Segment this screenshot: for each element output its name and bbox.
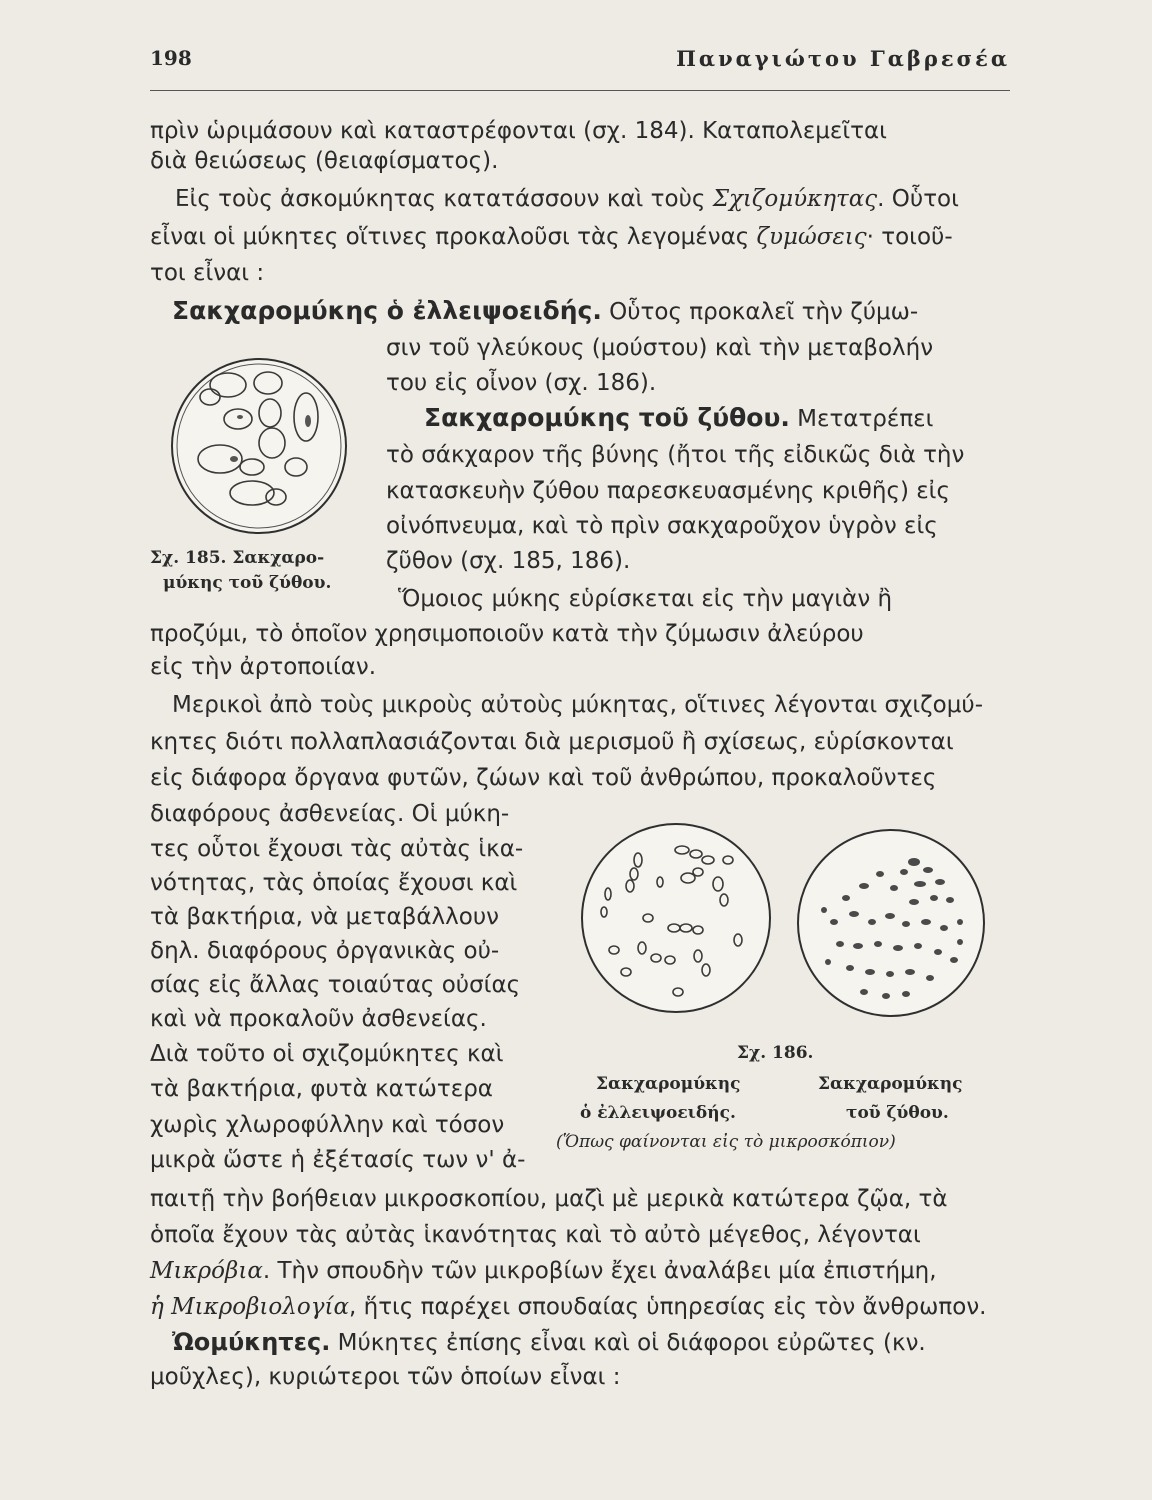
text-line: εἰς διάφορα ὄργανα φυτῶν, ζώων καὶ τοῦ ἀνθρώπου, προκαλοῦντες: [150, 765, 937, 791]
page-number: 198: [150, 46, 192, 70]
text-span: Μύκητες ἐπίσης εἶναι καὶ οἱ διάφοροι εὐρῶτες (κν.: [330, 1330, 926, 1356]
text-line: του εἰς οἶνον (σχ. 186).: [386, 370, 657, 396]
text-line: τὸ σάκχαρον τῆς βύνης (ἤτοι τῆς εἰδικῶς διὰ τὴν: [386, 442, 965, 468]
text-line: Ὅμοιος μύκης εὑρίσκεται εἰς τὴν μαγιὰν ἢ: [398, 586, 893, 612]
text-line: [150, 1256, 937, 1286]
text-line: διὰ θειώσεως (θειαφίσματος).: [150, 148, 499, 174]
text-span: , ἥτις παρέχει σπουδαίας ὑπηρεσίας εἰς τὸν ἄνθρωπον.: [349, 1294, 987, 1320]
text-line: κατασκευὴν ζύθου παρεσκευασμένης κριθῆς) εἰς: [386, 478, 950, 504]
page-header: [150, 40, 1010, 91]
section-heading-oomycetes: Ὠομύκητες.: [172, 1328, 331, 1356]
figure-186-label: Σχ. 186.: [737, 1043, 814, 1063]
figure-186-right-caption: Σακχαρομύκης: [818, 1074, 963, 1094]
term-fermentation: ζυμώσεις: [756, 224, 867, 250]
text-line: [150, 1292, 987, 1322]
term-microbes: Μικρόβια: [150, 1258, 263, 1284]
text-line: τοι εἶναι :: [150, 260, 265, 286]
text-span: Μετατρέπει: [789, 406, 934, 432]
text-line: [150, 222, 953, 252]
text-span: . Τὴν σπουδὴν τῶν μικροβίων ἔχει ἀναλάβει μία ἐπιστήμη,: [262, 1258, 937, 1284]
text-line: σιν τοῦ γλεύκους (μούστου) καὶ τὴν μεταβολήν: [386, 335, 934, 361]
text-span: · τοιοῦ-: [866, 224, 953, 250]
text-line: ὁποῖα ἔχουν τὰς αὐτὰς ἱκανότητας καὶ τὸ αὐτὸ μέγεθος, λέγονται: [150, 1222, 921, 1248]
text-line: ζῦθον (σχ. 185, 186).: [386, 548, 631, 574]
text-line: νότητας, τὰς ὁποίας ἔχουσι καὶ: [150, 870, 518, 896]
running-head: Παναγιώτου Γαβρεσέα: [676, 46, 1010, 71]
text-line: διαφόρους ἀσθενείας. Οἱ μύκη-: [150, 801, 510, 827]
text-span: Οὗτος προκαλεῖ τὴν ζύμω-: [601, 299, 919, 325]
figure-186-left-caption: ὁ ἐλλειψοειδής.: [580, 1103, 736, 1123]
figure-185-caption-line: Σχ. 185. Σακχαρο-: [150, 548, 325, 568]
text-line: [172, 1327, 926, 1358]
text-line: εἰς τὴν ἀρτοποιίαν.: [150, 654, 377, 680]
text-line: τὰ βακτήρια, φυτὰ κατώτερα: [150, 1076, 493, 1102]
text-line: κητες διότι πολλαπλασιάζονται διὰ μερισμοῦ ἢ σχίσεως, εὑρίσκονται: [150, 729, 954, 755]
text-line: παιτῇ τὴν βοήθειαν μικροσκοπίου, μαζὶ μὲ μερικὰ κατώτερα ζῷα, τὰ: [150, 1186, 948, 1212]
text-line: μικρὰ ὥστε ἡ ἐξέτασίς των ν' ἀ-: [150, 1147, 526, 1173]
figure-186-ellipsoid-yeast: [578, 820, 774, 1020]
text-line: καὶ νὰ προκαλοῦν ἀσθενείας.: [150, 1006, 487, 1032]
term-microbiology: ἡ Μικροβιολογία: [150, 1294, 349, 1320]
text-line: δηλ. διαφόρους ὀργανικὰς οὐ-: [150, 938, 500, 964]
text-line: τὰ βακτήρια, νὰ μεταβάλλουν: [150, 904, 499, 930]
text-line: τες οὗτοι ἔχουσι τὰς αὐτὰς ἱκα-: [150, 836, 524, 862]
text-line: [175, 184, 959, 214]
text-line: [424, 403, 933, 434]
figure-186-right-caption: τοῦ ζύθου.: [846, 1103, 949, 1123]
text-line: προζύμι, τὸ ὁποῖον χρησιμοποιοῦν κατὰ τὴν ζύμωσιν ἀλεύρου: [150, 621, 864, 647]
species-heading: Σακχαρομύκης ὁ ἐλλειψοειδής.: [172, 296, 602, 325]
figure-186-note: (Ὅπως φαίνονται εἰς τὸ μικροσκόπιον): [556, 1132, 896, 1152]
text-span: Εἰς τοὺς ἀσκομύκητας κατατάσσουν καὶ τοὺς: [175, 186, 713, 212]
text-line: Μερικοὶ ἀπὸ τοὺς μικροὺς αὐτοὺς μύκητας, οἵτινες λέγονται σχιζομύ-: [172, 692, 983, 718]
text-line: [172, 296, 918, 327]
text-span: . Οὗτοι: [877, 186, 959, 212]
text-line: μοῦχλες), κυριώτεροι τῶν ὁποίων εἶναι :: [150, 1364, 621, 1390]
figure-185-caption-line: μύκης τοῦ ζύθου.: [163, 573, 332, 593]
text-line: χωρὶς χλωροφύλλην καὶ τόσον: [150, 1112, 505, 1138]
text-span: εἶναι οἱ μύκητες οἵτινες προκαλοῦσι τὰς λεγομένας: [150, 224, 757, 250]
term-schizomycetes: Σχιζομύκητας: [712, 186, 878, 212]
text-line: σίας εἰς ἄλλας τοιαύτας οὐσίας: [150, 972, 521, 998]
text-line: πρὶν ὡριμάσουν καὶ καταστρέφονται (σχ. 184). Καταπολεμεῖται: [150, 118, 887, 144]
species-heading: Σακχαρομύκης τοῦ ζύθου.: [424, 403, 790, 432]
figure-185-yeast-cells: [168, 355, 350, 541]
text-line: Διὰ τοῦτο οἱ σχιζομύκητες καὶ: [150, 1041, 504, 1067]
text-line: οἰνόπνευμα, καὶ τὸ πρὶν σακχαροῦχον ὑγρὸν εἰς: [386, 513, 938, 539]
figure-186-beer-yeast: [794, 826, 988, 1024]
figure-186-left-caption: Σακχαρομύκης: [596, 1074, 741, 1094]
